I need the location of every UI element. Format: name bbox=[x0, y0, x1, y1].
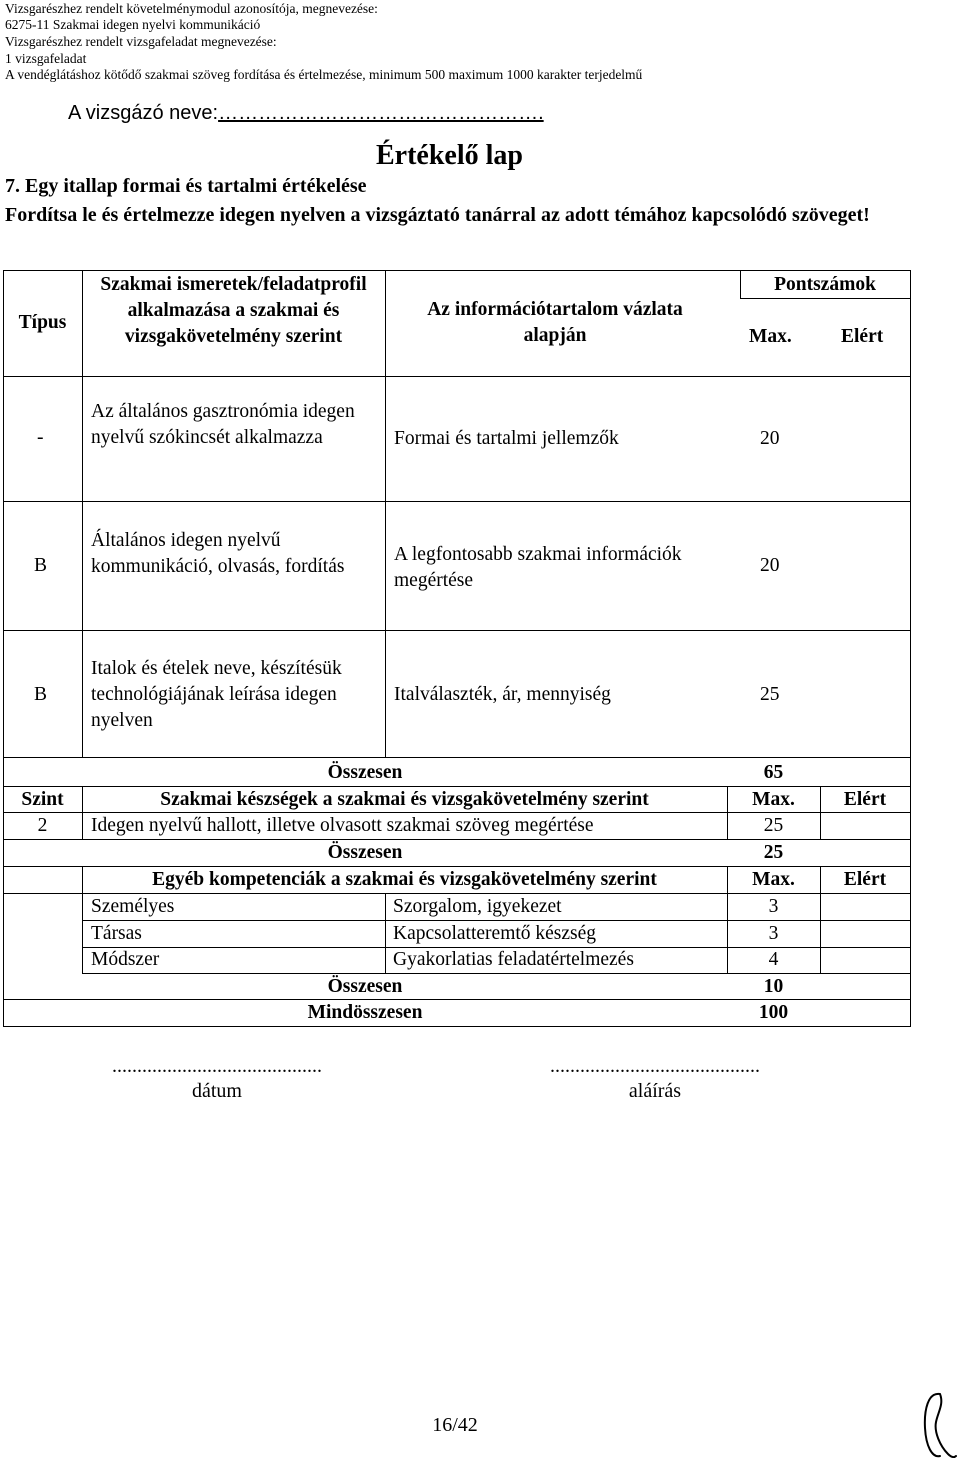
grand-total-max: 100 bbox=[758, 1002, 789, 1023]
row1-info: Formai és tartalmi jellemzők bbox=[394, 428, 619, 449]
competencies-header: Egyéb kompetenciák a szakmai és vizsgakövetelmény szerint bbox=[152, 869, 657, 890]
skills-level-header: Szint bbox=[21, 789, 64, 810]
competency-max: 3 bbox=[768, 923, 779, 944]
date-label: dátum bbox=[192, 1080, 242, 1102]
row2-type: B bbox=[34, 555, 48, 576]
header-module-label: Vizsgarészhez rendelt követelménymodul azonosítója, megnevezése: bbox=[5, 1, 378, 16]
candidate-name-label: A vizsgázó neve: bbox=[68, 102, 219, 124]
signature-block bbox=[520, 1055, 790, 1103]
column-header-type: Típus bbox=[18, 312, 67, 333]
row1-profile: Az általános gasztronómia idegen nyelvű szókincsét alkalmazza bbox=[91, 401, 355, 448]
header-task-number: 1 vizsgafeladat bbox=[5, 51, 87, 66]
row1-max: 20 bbox=[760, 428, 780, 449]
competencies-max-header: Max. bbox=[752, 869, 795, 890]
signature-label: aláírás bbox=[628, 1080, 682, 1102]
header-task-name: A vendéglátáshoz kötődő szakmai szöveg fordítása és értelmezése, minimum 500 maximum 1000 karakter terjedelmű bbox=[5, 67, 643, 82]
competencies-achieved-header: Elért bbox=[843, 869, 887, 890]
row2-max: 20 bbox=[760, 555, 780, 576]
competency-name: Gyakorlatias feladatértelmezés bbox=[393, 949, 634, 970]
skills-achieved-header: Elért bbox=[843, 789, 887, 810]
candidate-name-line bbox=[68, 102, 544, 125]
skills-level: 2 bbox=[37, 815, 48, 836]
candidate-name-field[interactable]: …………………………………………. bbox=[218, 102, 544, 124]
subtotal-max: 25 bbox=[763, 842, 784, 863]
task-title: 7. Egy itallap formai és tartalmi értékelése bbox=[5, 175, 367, 197]
sheet-title: Értékelő lap bbox=[376, 140, 523, 171]
subtotal-max: 10 bbox=[763, 976, 784, 997]
column-header-max: Max. bbox=[749, 326, 792, 347]
page-number: 16/42 bbox=[432, 1414, 478, 1436]
skills-header: Szakmai készségek a szakmai és vizsgakövetelmény szerint bbox=[160, 789, 649, 810]
date-dots[interactable]: .......................................... bbox=[112, 1055, 322, 1077]
competency-max: 4 bbox=[768, 949, 779, 970]
competency-category: Személyes bbox=[91, 896, 175, 917]
competency-name: Szorgalom, igyekezet bbox=[393, 896, 562, 917]
row1-type: - bbox=[37, 427, 44, 448]
row3-max: 25 bbox=[760, 684, 780, 705]
header-module-name: 6275-11 Szakmai idegen nyelvi kommunikáció bbox=[5, 17, 261, 32]
column-header-achieved: Elért bbox=[841, 326, 884, 347]
skills-item: Idegen nyelvű hallott, illetve olvasott szakmai szöveg megértése bbox=[91, 815, 594, 836]
competency-name: Kapcsolatteremtő készség bbox=[393, 923, 597, 944]
signature-dots[interactable]: .......................................... bbox=[550, 1055, 760, 1077]
row3-type: B bbox=[34, 684, 48, 705]
skills-max: 25 bbox=[763, 815, 784, 836]
competency-category: Módszer bbox=[91, 949, 160, 970]
grand-total-label: Mindösszesen bbox=[307, 1002, 423, 1023]
date-signature-block bbox=[82, 1055, 352, 1103]
subtotal-label: Összesen bbox=[327, 842, 403, 863]
column-header-info: Az információtartalom vázlata alapján bbox=[427, 299, 683, 346]
subtotal-label: Összesen bbox=[327, 976, 403, 997]
skills-max-header: Max. bbox=[752, 789, 795, 810]
handwritten-paraph-icon bbox=[918, 1388, 958, 1463]
column-header-points: Pontszámok bbox=[774, 274, 876, 295]
row2-profile: Általános idegen nyelvű kommunikáció, olvasás, fordítás bbox=[91, 530, 345, 577]
row3-info: Italválaszték, ár, mennyiség bbox=[394, 684, 611, 705]
competency-max: 3 bbox=[768, 896, 779, 917]
competency-category: Társas bbox=[91, 923, 142, 944]
row3-profile: Italok és ételek neve, készítésük technológiájának leírása idegen nyelven bbox=[91, 658, 342, 731]
header-task-label: Vizsgarészhez rendelt vizsgafeladat megnevezése: bbox=[5, 34, 277, 49]
subtotal-max: 65 bbox=[763, 762, 784, 783]
task-instruction: Fordítsa le és értelmezze idegen nyelven a vizsgáztató tanárral az adott témához kapcsolódó szöveget! bbox=[5, 204, 870, 226]
subtotal-label: Összesen bbox=[327, 762, 403, 783]
column-header-profile: Szakmai ismeretek/feladatprofil alkalmazása a szakmai és vizsgakövetelmény szerint bbox=[100, 274, 367, 347]
row2-info: A legfontosabb szakmai információk megértése bbox=[394, 544, 682, 591]
